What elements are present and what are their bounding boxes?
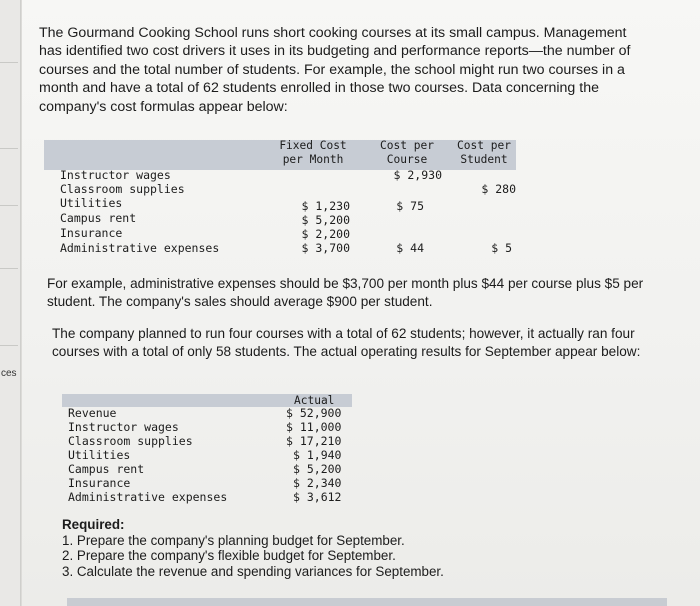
actual-results-table <box>62 394 352 506</box>
header-student-line2: Student <box>460 153 508 166</box>
header-fixed-cost <box>274 139 352 167</box>
header-fixed-line1: Fixed Cost <box>279 139 347 152</box>
actual-value: $ 5,200 <box>293 462 342 476</box>
sidebar-label[interactable]: ces <box>1 368 17 379</box>
row-label: Classroom supplies <box>60 182 185 196</box>
row-label: Campus rent <box>60 211 137 225</box>
cell-fixed: $ 2,200 <box>301 227 350 241</box>
row-label: Classroom supplies <box>68 434 193 448</box>
cell-course: $ 75 <box>396 199 424 213</box>
sidebar-divider <box>0 345 18 346</box>
row-label: Campus rent <box>68 462 145 476</box>
cell-fixed: $ 5,200 <box>301 213 350 227</box>
row-label: Instructor wages <box>68 420 179 434</box>
header-cost-per-course <box>372 139 442 167</box>
actual-value: $ 3,612 <box>293 490 342 504</box>
cell-fixed: $ 3,700 <box>301 241 350 255</box>
sidebar-divider <box>0 268 18 269</box>
actual-value: $ 17,210 <box>286 434 342 448</box>
problem-page <box>22 0 700 606</box>
row-label: Insurance <box>68 476 131 490</box>
cell-fixed: $ 1,230 <box>301 199 350 213</box>
required-item: 3. Calculate the revenue and spending variances for September. <box>62 563 444 579</box>
left-sidebar <box>0 0 21 606</box>
cell-student: $ 5 <box>491 241 512 255</box>
sidebar-divider <box>0 62 18 63</box>
header-fixed-line2: per Month <box>282 153 344 166</box>
header-course-line2: Course <box>386 153 428 166</box>
required-section <box>62 517 444 579</box>
header-actual: Actual <box>294 394 335 407</box>
row-label: Insurance <box>60 226 123 240</box>
actual-value: $ 52,900 <box>286 406 342 420</box>
actual-results-paragraph: The company planned to run four courses with a total of 62 students; however, it actually ran four courses with a total of only 58 students. The actual operating results for September appear below: <box>52 326 641 359</box>
header-course-line1: Cost per <box>380 139 434 152</box>
cell-course: $ 44 <box>396 241 424 255</box>
header-student-line1: Cost per <box>457 139 511 152</box>
cost-formula-table <box>44 136 516 262</box>
intro-paragraph: The Gourmand Cooking School runs short cooking courses at its small campus. Management has identified two cost drivers it uses in its budgeting and performance reports—the number of courses and the total number of students. For example, the school might run two courses in a month and have a total of 62 students enrolled in those two courses. Data concerning the company's cost formulas appear below: <box>39 25 631 115</box>
cell-course: $ 2,930 <box>393 168 442 182</box>
header-cost-per-student <box>452 139 516 167</box>
sidebar-divider <box>0 148 18 149</box>
required-item: 1. Prepare the company's planning budget for September. <box>62 532 405 548</box>
cell-student: $ 280 <box>481 182 516 196</box>
answer-area-edge <box>67 598 667 606</box>
required-title: Required: <box>62 517 125 532</box>
required-item: 2. Prepare the company's flexible budget for September. <box>62 548 396 564</box>
actual-value: $ 11,000 <box>286 420 342 434</box>
row-label: Administrative expenses <box>60 241 220 255</box>
actual-value: $ 1,940 <box>293 448 342 462</box>
example-paragraph: For example, administrative expenses should be $3,700 per month plus $44 per course plus $5 per student. The company's sales should average $900 per student. <box>47 276 644 309</box>
actual-value: $ 2,340 <box>293 476 342 490</box>
row-label: Revenue <box>68 406 117 420</box>
row-label: Instructor wages <box>60 168 171 182</box>
row-label: Utilities <box>68 448 131 462</box>
row-label: Utilities <box>60 196 123 210</box>
row-label: Administrative expenses <box>68 490 228 504</box>
sidebar-divider <box>0 205 18 206</box>
